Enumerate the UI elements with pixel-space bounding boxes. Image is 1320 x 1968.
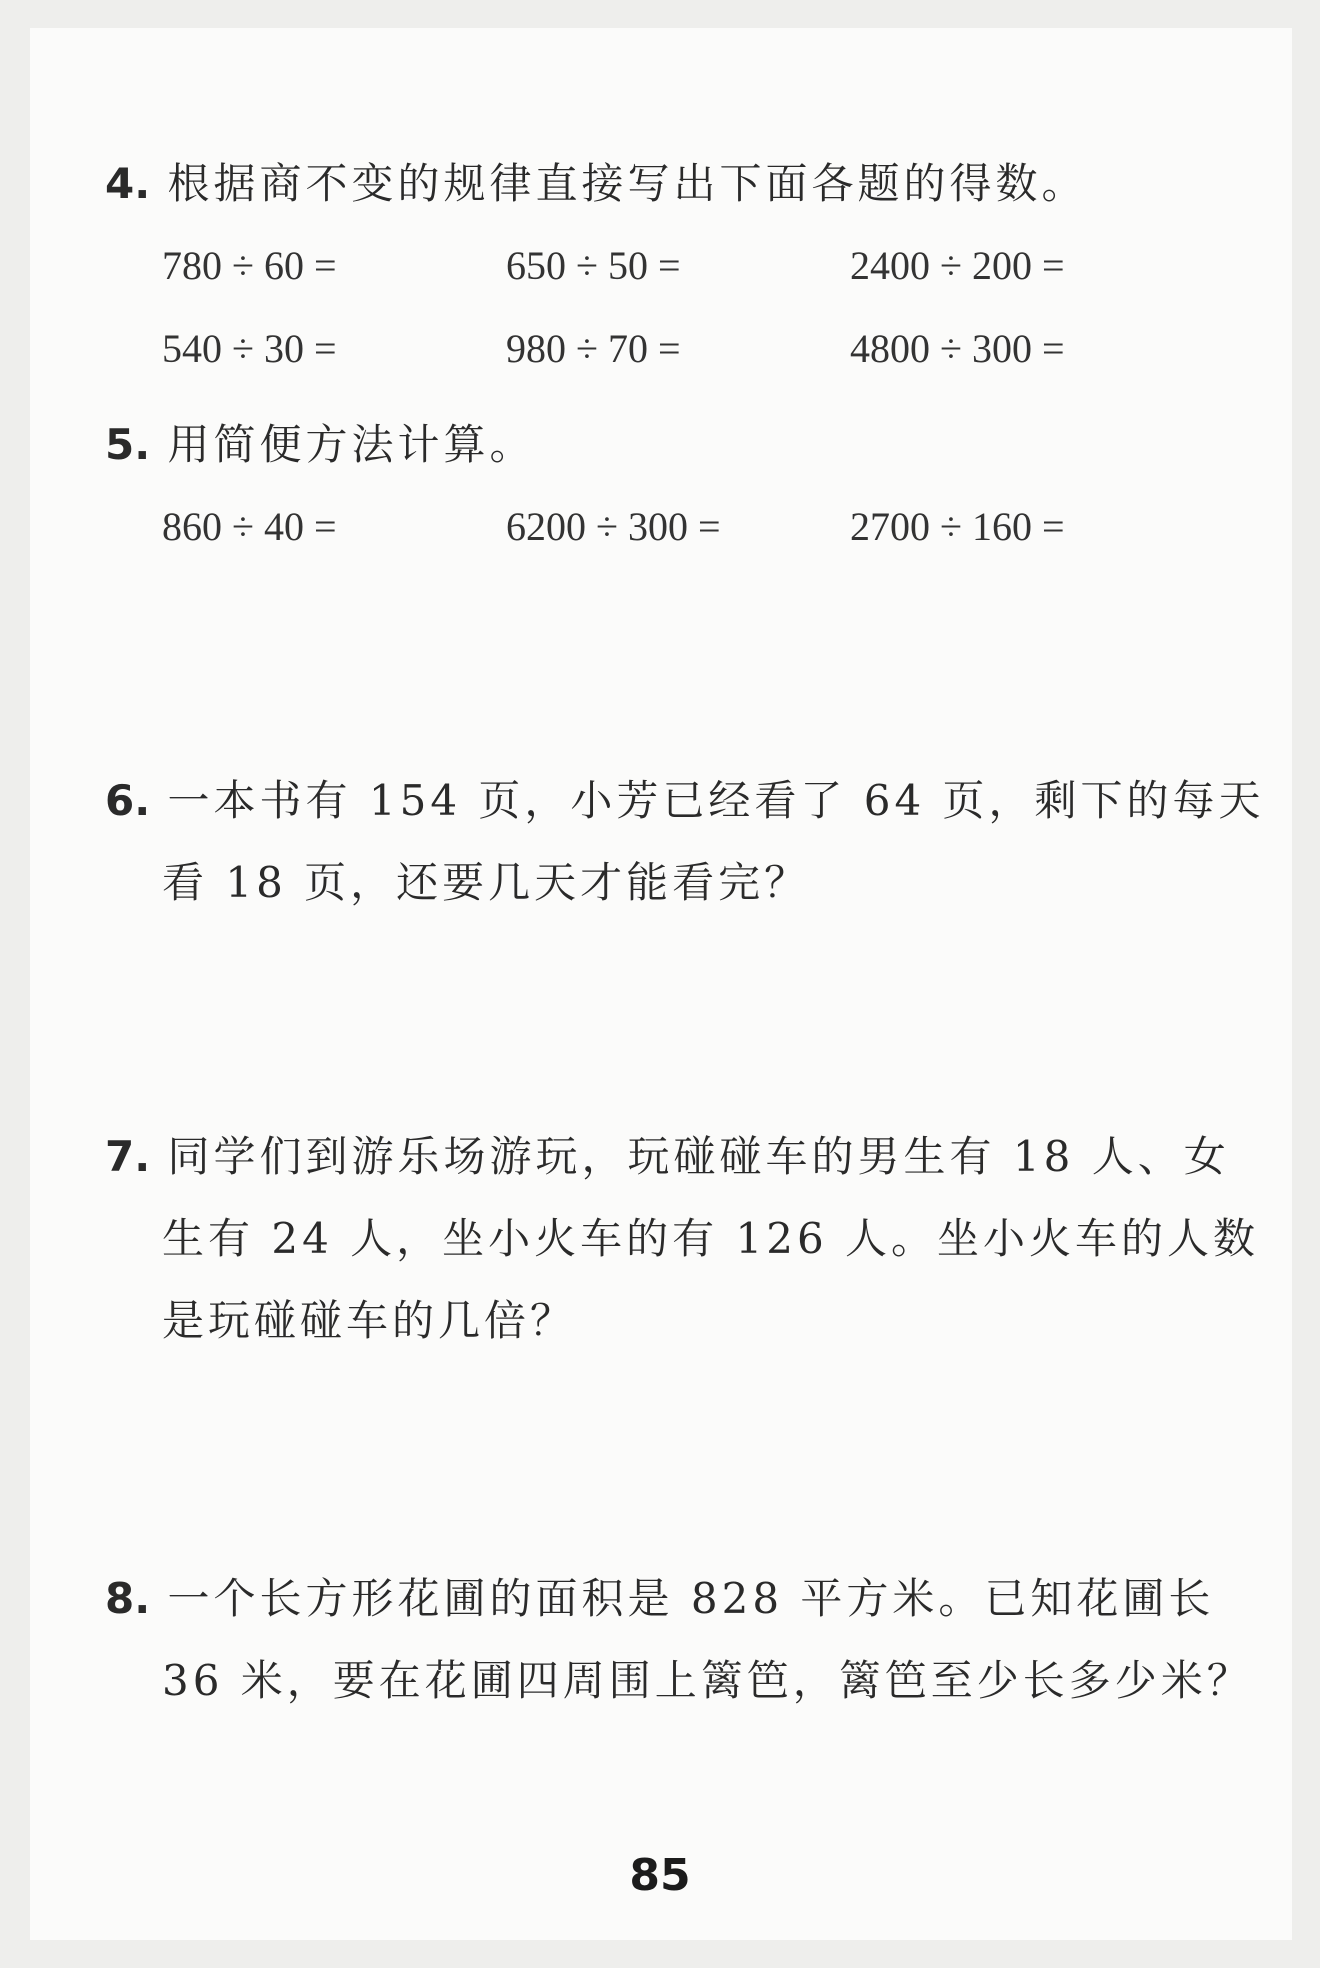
q5-expr-3: 2700 ÷ 160 = [850, 504, 1065, 549]
q4-expr-4: 540 ÷ 30 = [162, 326, 337, 371]
question-8 [105, 1574, 1215, 1623]
question-7 [105, 1132, 1230, 1181]
q4-expr-6: 4800 ÷ 300 = [850, 326, 1065, 371]
question-7-line-1: 同学们到游乐场游玩，玩碰碰车的男生有 18 人、女 [167, 1132, 1230, 1181]
question-6 [105, 776, 1265, 825]
question-4-text: 根据商不变的规律直接写出下面各题的得数。 [167, 159, 1088, 208]
question-6-line-2: 看 18 页，还要几天才能看完？ [162, 858, 811, 907]
q4-expr-5: 980 ÷ 70 = [506, 326, 681, 371]
q4-expr-3: 2400 ÷ 200 = [850, 243, 1065, 288]
question-7-number: 7. [105, 1132, 151, 1181]
question-5-number: 5. [105, 420, 151, 469]
worksheet-page [30, 28, 1292, 1940]
question-5-text: 用简便方法计算。 [167, 420, 536, 469]
question-8-number: 8. [105, 1574, 151, 1623]
q4-expr-1: 780 ÷ 60 = [162, 243, 337, 288]
q5-expr-2: 6200 ÷ 300 = [506, 504, 721, 549]
page-number: 85 [629, 1850, 691, 1901]
q5-expr-1: 860 ÷ 40 = [162, 504, 337, 549]
question-4 [105, 159, 1088, 208]
question-4-number: 4. [105, 159, 151, 208]
question-6-line-1: 一本书有 154 页，小芳已经看了 64 页，剩下的每天 [167, 776, 1265, 825]
question-8-line-1: 一个长方形花圃的面积是 828 平方米。已知花圃长 [167, 1574, 1215, 1623]
q4-expr-2: 650 ÷ 50 = [506, 243, 681, 288]
question-7-line-3: 是玩碰碰车的几倍？ [162, 1296, 577, 1345]
question-8-line-2: 36 米，要在花圃四周围上篱笆，篱笆至少长多少米？ [162, 1656, 1253, 1705]
question-7-line-2: 生有 24 人，坐小火车的有 126 人。坐小火车的人数 [162, 1214, 1260, 1263]
question-5 [105, 420, 536, 469]
question-6-number: 6. [105, 776, 151, 825]
